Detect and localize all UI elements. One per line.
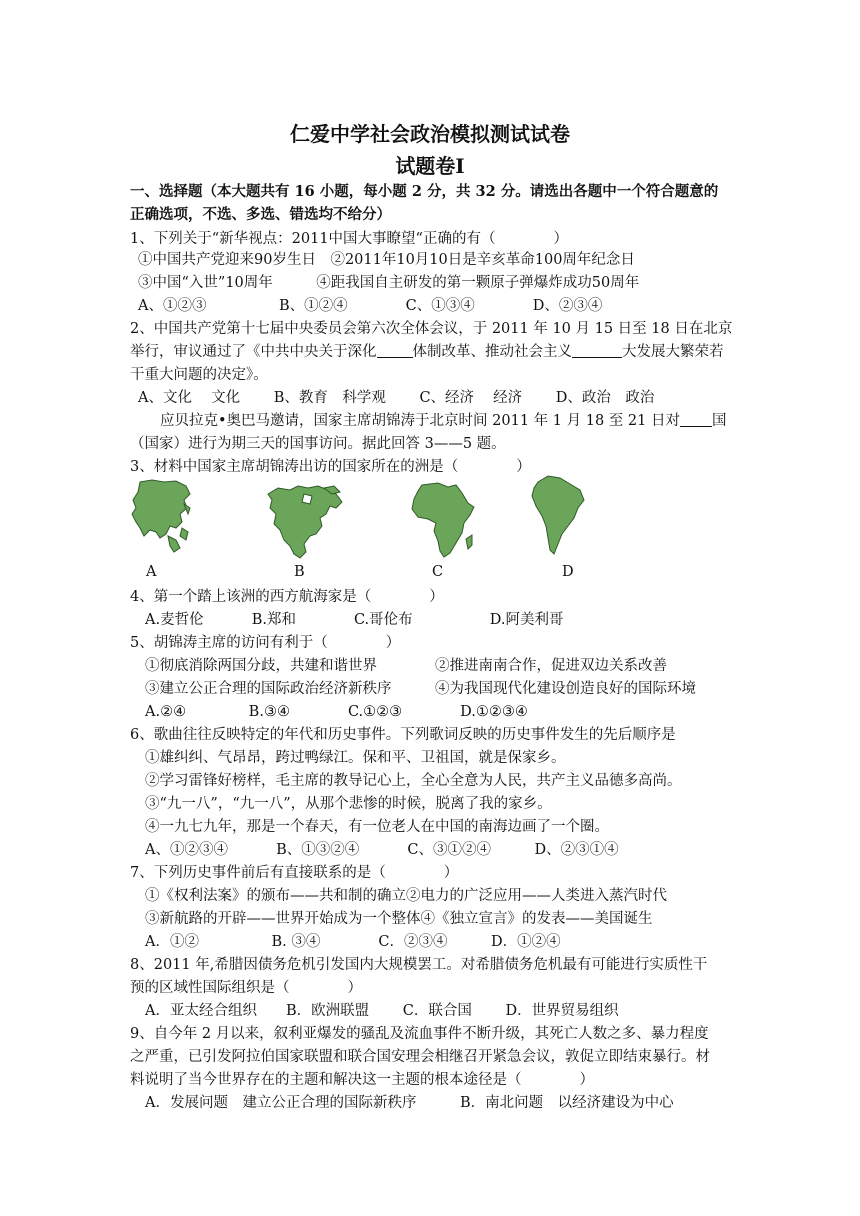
section-heading-line1: 一、选择题（本大题共有 16 小题，每小题 2 分，共 32 分。请选出各题中一个符合题意的 bbox=[130, 183, 719, 200]
q1-stem: 1、下列关于“新华视点：2011中国大事瞭望“正确的有（ ） bbox=[130, 231, 568, 247]
map-label-b: B bbox=[294, 564, 305, 580]
q4-stem: 4、第一个踏上该洲的西方航海家是（ ） bbox=[130, 589, 444, 605]
q9-line1: 9、自今年 2 月以来，叙利亚爆发的骚乱及流血事件不断升级，其死亡人数之多、暴力程度 bbox=[130, 1026, 709, 1042]
passage-line1-part2: 国 bbox=[711, 413, 727, 429]
q7-stem: 7、下列历史事件前后有直接联系的是（ ） bbox=[130, 865, 459, 881]
passage-blank bbox=[680, 412, 712, 428]
q8-line1: 8、2011 年,希腊因债务危机引发国内大规模罢工。对希腊债务危机最有可能进行实质性干 bbox=[130, 957, 708, 973]
q6-item-3: ③“九一八”，“九一八”，从那个悲惨的时候，脱离了我的家乡。 bbox=[145, 796, 552, 812]
q3-stem: 3、材料中国家主席胡锦涛出访的国家所在的洲是（ ） bbox=[130, 459, 531, 475]
q8-line2: 预的区域性国际组织是（ ） bbox=[130, 980, 362, 996]
africa-map-icon bbox=[408, 481, 476, 561]
q5-stem: 5、胡锦涛主席的访问有利于（ ） bbox=[130, 635, 401, 651]
q2-blank-2 bbox=[572, 343, 622, 359]
q7-options: A．①② B. ③④ C．②③④ D．①②④ bbox=[145, 934, 561, 950]
q1-options: A、①②③ B、①②④ C、①③④ D、②③④ bbox=[138, 298, 603, 314]
q5-item-1: ①彻底消除两国分歧，共建和谐世界 ②推进南南合作，促进双边关系改善 bbox=[145, 658, 667, 674]
q4-options: A.麦哲伦 B.郑和 C.哥伦布 D.阿美利哥 bbox=[145, 612, 564, 628]
q2-blank-1 bbox=[377, 343, 413, 359]
section-heading-line2: 正确选项，不选、多选、错选均不给分） bbox=[130, 206, 391, 223]
page-title: 仁爱中学社会政治模拟测试试卷 bbox=[290, 122, 570, 146]
map-label-a: A bbox=[146, 564, 157, 580]
q2-line2-part2: 体制改革、推动社会主义 bbox=[412, 344, 572, 360]
q2-line3: 干重大问题的决定》。 bbox=[130, 367, 268, 383]
q9-line2: 之严重，已引发阿拉伯国家联盟和联合国安理会相继召开紧急会议，敦促立即结束暴行。材 bbox=[130, 1049, 710, 1065]
q6-stem: 6、歌曲往往反映特定的年代和历史事件。下列歌词反映的历史事件发生的先后顺序是 bbox=[130, 727, 676, 743]
q1-item-2: ③中国“入世”10周年 ④距我国自主研发的第一颗原子弹爆炸成功50周年 bbox=[138, 275, 640, 291]
q5-item-2: ③建立公正合理的国际政治经济新秩序 ④为我国现代化建设创造良好的国际环境 bbox=[145, 681, 696, 697]
q2-line1: 2、中国共产党第十七届中央委员会第六次全体会议，于 2011 年 10 月 15 日至 18 日在北京 bbox=[130, 321, 733, 337]
q6-item-2: ②学习雷锋好榜样，毛主席的教导记心上，全心全意为人民，共产主义品德多高尚。 bbox=[145, 773, 682, 789]
q7-item-1: ①《权利法案》的颁布——共和制的确立②电力的广泛应用——人类进入蒸汽时代 bbox=[145, 888, 667, 904]
map-label-d: D bbox=[562, 564, 574, 580]
q6-item-1: ①雄纠纠、气昂昂，跨过鸭绿江。保和平、卫祖国，就是保家乡。 bbox=[145, 750, 566, 766]
q8-options: A．亚太经合组织 B．欧洲联盟 C．联合国 D．世界贸易组织 bbox=[145, 1003, 619, 1019]
q2-options: A、文化 文化 B、教育 科学观 C、经济 经济 D、政治 政治 bbox=[138, 390, 655, 406]
q7-item-2: ③新航路的开辟——世界开始成为一个整体④《独立宣言》的发表——美国诞生 bbox=[145, 911, 653, 927]
q1-item-1: ①中国共产党迎来90岁生日 ②2011年10月10日是辛亥革命100周年纪念日 bbox=[138, 252, 635, 268]
passage-line2: （国家）进行为期三天的国事访问。据此回答 3——5 题。 bbox=[130, 436, 506, 452]
q2-line2-part3: 大发展大繁荣若 bbox=[622, 344, 724, 360]
q9-options: A．发展问题 建立公正合理的国际新秩序 B．南北问题 以经济建设为中心 bbox=[145, 1095, 674, 1111]
q2-line2 bbox=[130, 340, 724, 361]
north-america-map-icon bbox=[264, 484, 346, 562]
asia-map-icon bbox=[130, 478, 192, 554]
q6-options: A、①②③④ B、①③②④ C、③①②④ D、②③①④ bbox=[145, 842, 619, 858]
map-label-c: C bbox=[432, 564, 444, 580]
q6-item-4: ④一九七九年，那是一个春天，有一位老人在中国的南海边画了一个圈。 bbox=[145, 819, 609, 835]
q9-line3: 料说明了当今世界存在的主题和解决这一主题的根本途径是（ ） bbox=[130, 1072, 594, 1088]
passage-line1-part1: 应贝拉克•奥巴马邀请，国家主席胡锦涛于北京时间 2011 年 1 月 18 至 21 日对 bbox=[160, 413, 680, 429]
q5-options: A.②④ B.③④ C.①②③ D.①②③④ bbox=[145, 704, 528, 720]
page-subtitle: 试题卷Ⅰ bbox=[395, 154, 465, 178]
q2-line2-part1: 举行，审议通过了《中共中央关于深化 bbox=[130, 344, 377, 360]
passage-line1 bbox=[160, 409, 726, 430]
south-america-map-icon bbox=[530, 474, 586, 558]
